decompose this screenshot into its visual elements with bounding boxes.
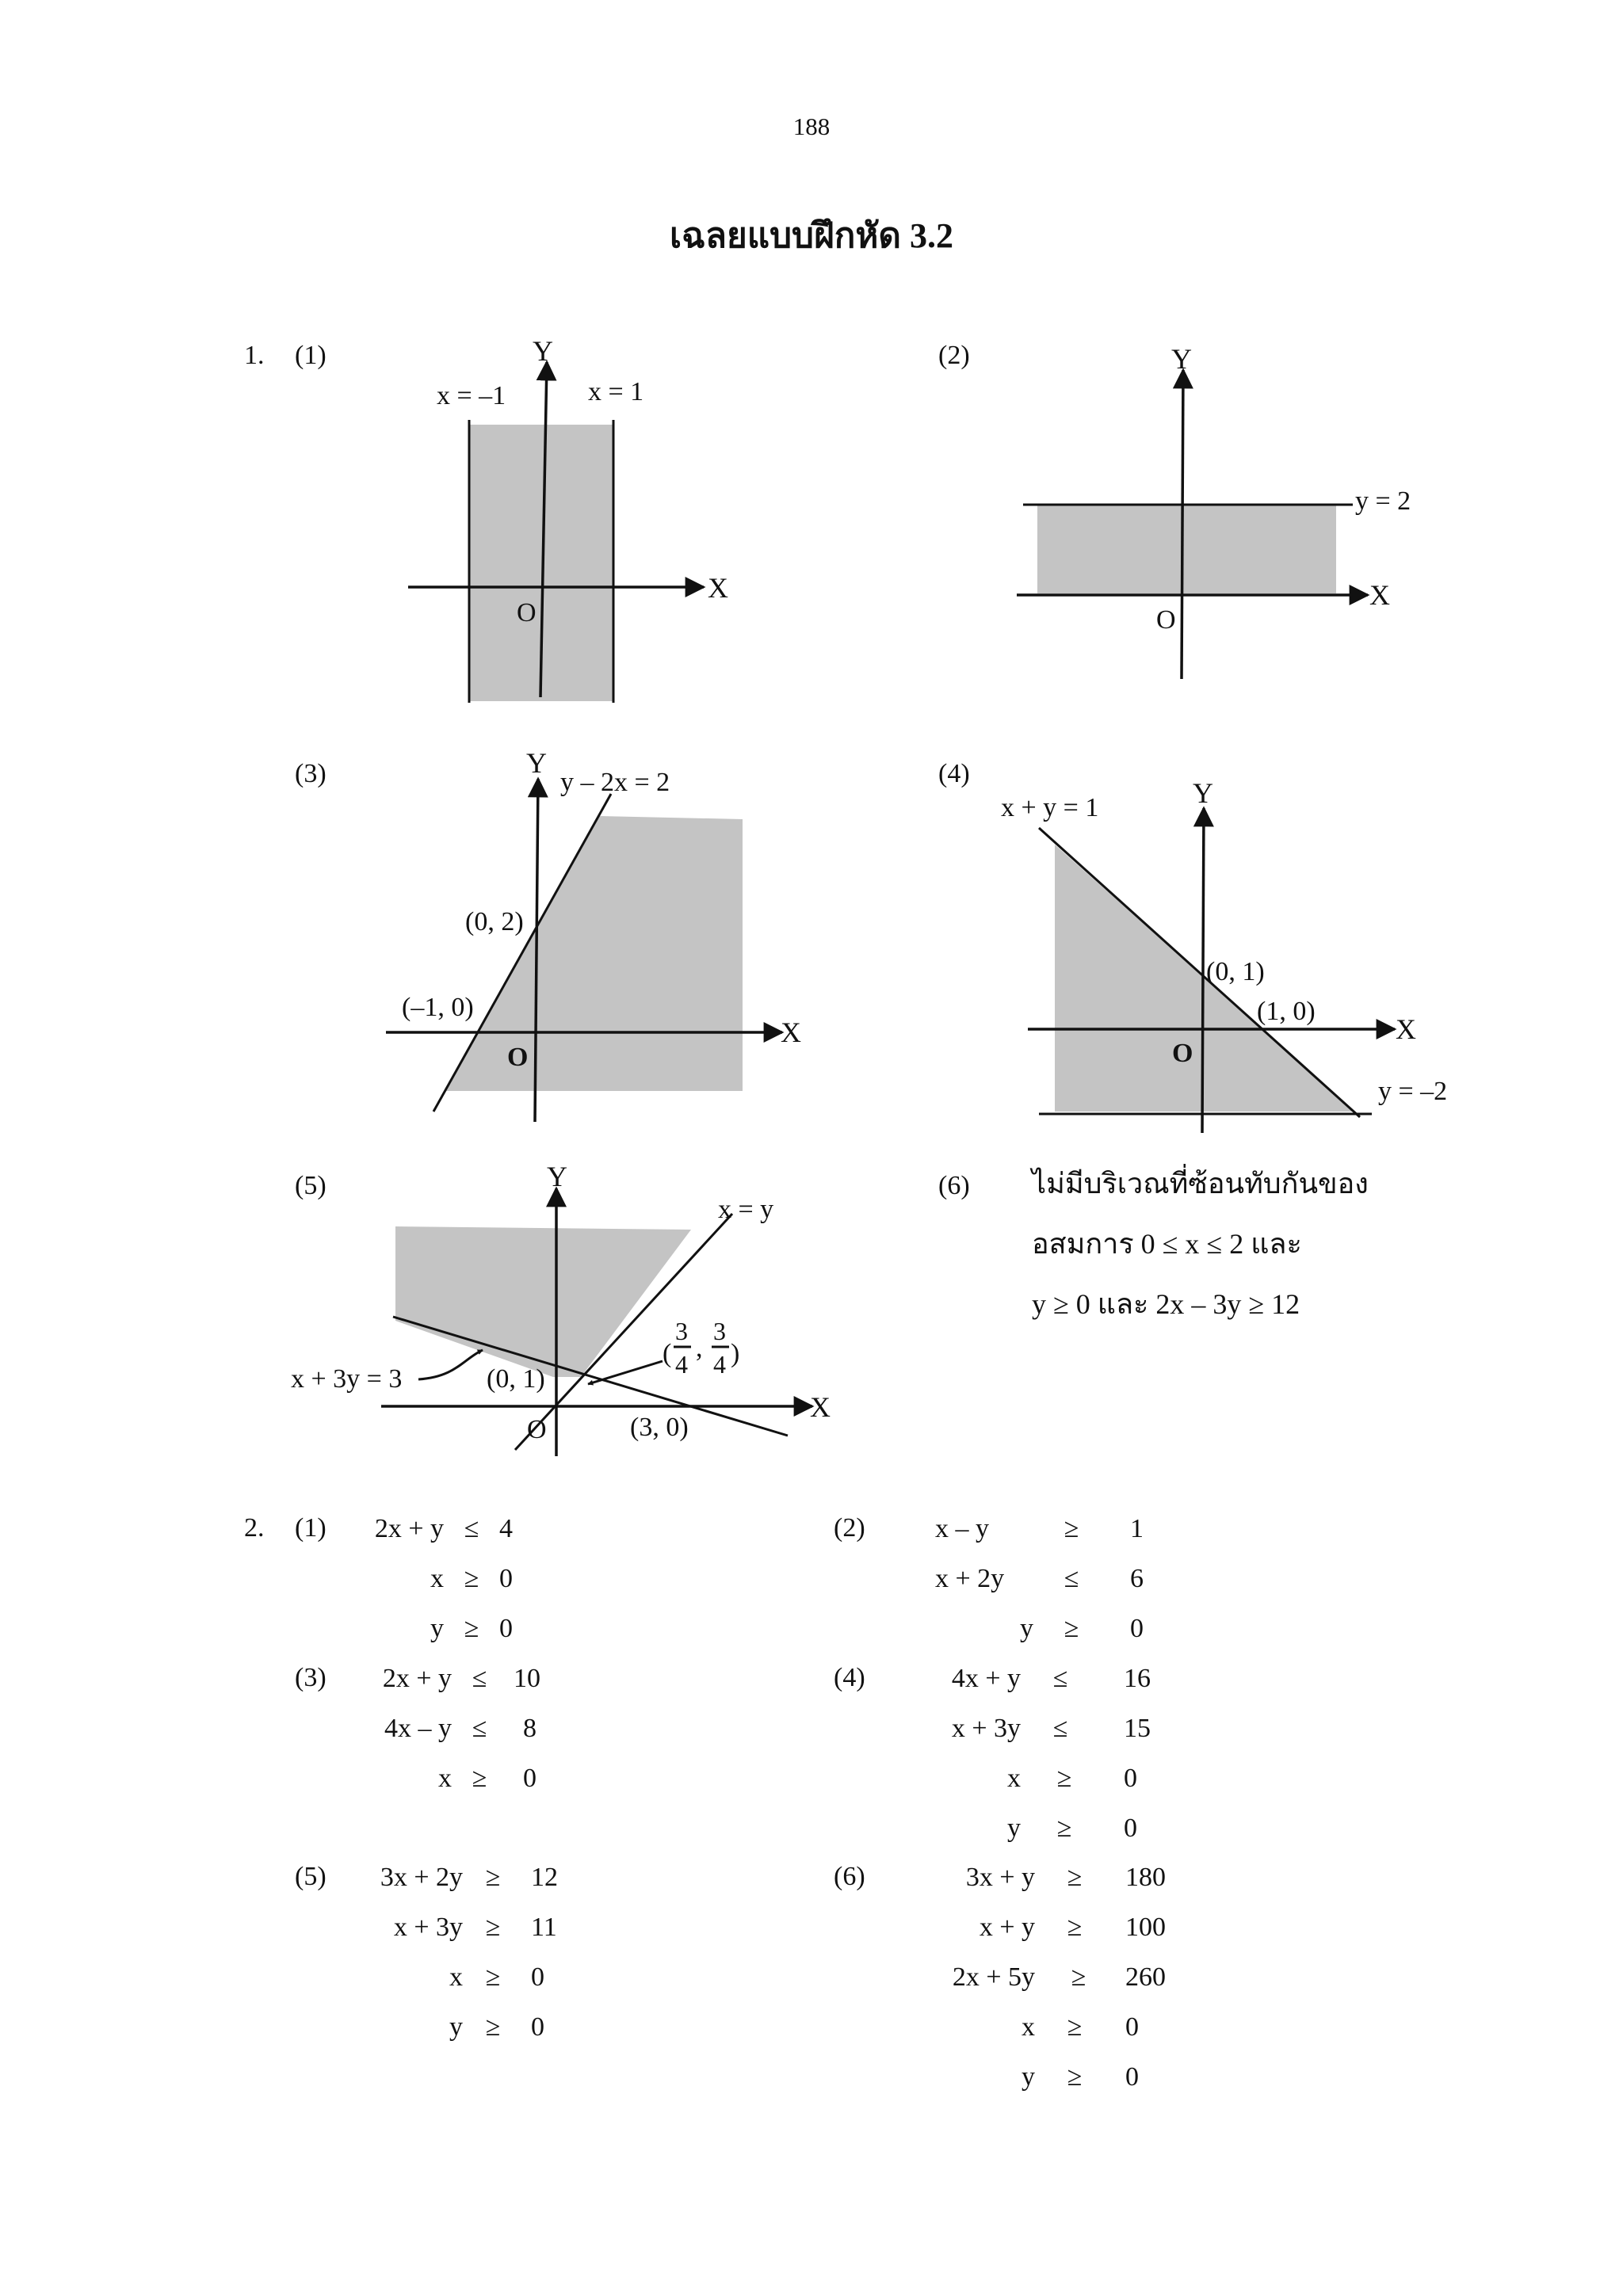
graph-1-origin-label: O	[517, 598, 537, 627]
graph-5-label: (5)	[295, 1171, 327, 1200]
system-6-label: (6)	[834, 1862, 865, 1891]
graph-1-label-x-neg1: x = –1	[437, 381, 506, 410]
graph-3-x-label: X	[781, 1016, 801, 1048]
system-3-row: 4x – y ≤ 8	[384, 1713, 537, 1743]
graph-4-point-x-intercept: (1, 0)	[1257, 997, 1316, 1026]
graph-2-y-label: Y	[1171, 343, 1192, 375]
graph-1-label-x-1: x = 1	[588, 377, 644, 406]
svg-text:3: 3	[675, 1317, 688, 1345]
graph-3-y-label: Y	[526, 747, 547, 779]
system-5-row: x ≥ 0	[449, 1962, 544, 1992]
system-1-row: x ≥ 0	[430, 1563, 513, 1593]
question-1-number: 1.	[244, 341, 265, 370]
graph-1-x-label: X	[708, 572, 728, 604]
graph-5-arrow-intersection	[588, 1361, 663, 1384]
graph-5-line2-label: x + 3y = 3	[291, 1364, 403, 1394]
system-4-row: 4x + y ≤ 16	[951, 1663, 1151, 1693]
svg-text:4: 4	[675, 1350, 688, 1379]
graph-5-x-label: X	[810, 1391, 831, 1423]
page-number: 188	[792, 113, 831, 140]
system-5-label: (5)	[295, 1862, 327, 1891]
graph-5-point-y-intercept: (0, 1)	[487, 1364, 545, 1394]
graph-4-x-label: X	[1396, 1013, 1416, 1045]
system-6-row: x ≥ 0	[1022, 2012, 1139, 2042]
graph-3-point-x-intercept: (–1, 0)	[402, 993, 474, 1022]
graph-5-intersection-label	[663, 1317, 739, 1379]
svg-text:): )	[731, 1339, 740, 1368]
graph-4-origin-label: O	[1172, 1039, 1193, 1068]
graph-2-x-label: X	[1369, 579, 1390, 611]
svg-text:3: 3	[713, 1317, 726, 1345]
system-6-row: y ≥ 0	[1022, 2061, 1139, 2092]
system-3-row: x ≥ 0	[438, 1763, 537, 1793]
graph-3-label: (3)	[295, 759, 327, 788]
system-5	[349, 1852, 558, 2052]
graph-5-y-label: Y	[547, 1161, 567, 1192]
system-6-row: 3x + y ≥ 180	[965, 1862, 1166, 1892]
graph-4-line-label: x + y = 1	[1001, 793, 1099, 822]
system-5-row: y ≥ 0	[449, 2012, 544, 2042]
graph-5-point-x-intercept: (3, 0)	[630, 1413, 689, 1442]
graph-2-label: (2)	[938, 341, 970, 370]
system-2-row: x + 2y ≤ 6	[935, 1563, 1144, 1593]
system-5-row: x + 3y ≥ 11	[393, 1912, 557, 1942]
system-6	[932, 1852, 1166, 2102]
system-1	[349, 1504, 513, 1653]
system-4-row: x + 3y ≤ 15	[951, 1713, 1151, 1743]
graph-4-line2-label: y = –2	[1378, 1077, 1448, 1106]
graph-5-origin-label: O	[527, 1415, 547, 1444]
system-4-row: x ≥ 0	[1007, 1763, 1137, 1793]
graph-4-point-y-intercept: (0, 1)	[1206, 957, 1265, 986]
system-3-row: 2x + y ≤ 10	[382, 1663, 540, 1693]
system-2-label: (2)	[834, 1513, 865, 1543]
graph-2-label-y-2: y = 2	[1355, 486, 1411, 516]
graph-5-line1-label: x = y	[718, 1195, 774, 1224]
system-3	[349, 1653, 540, 1803]
graph-3-point-y-intercept: (0, 2)	[465, 907, 524, 936]
system-1-row: 2x + y ≤ 4	[374, 1513, 513, 1543]
system-1-row: y ≥ 0	[430, 1613, 513, 1643]
item-6-line-3: y ≥ 0 และ 2x – 3y ≥ 12	[1032, 1288, 1300, 1320]
item-6-text	[1032, 1154, 1369, 1334]
item-6-line-1: ไม่มีบริเวณที่ซ้อนทับกันของ	[1032, 1168, 1369, 1199]
system-1-label: (1)	[295, 1513, 327, 1543]
item-6-label: (6)	[938, 1171, 970, 1200]
graph-4-y-label: Y	[1193, 777, 1213, 809]
page-title: เฉลยแบบฝึกหัด 3.2	[670, 216, 953, 255]
svg-text:4: 4	[713, 1350, 726, 1379]
svg-text:,: ,	[696, 1333, 703, 1363]
graph-4-label: (4)	[938, 759, 970, 788]
system-2-row: x – y ≥ 1	[935, 1513, 1144, 1543]
system-4-row: y ≥ 0	[1007, 1813, 1137, 1843]
graph-2-origin-label: O	[1156, 605, 1176, 635]
graph-3-line-label: y – 2x = 2	[560, 768, 670, 797]
graph-5-arrow-x-plus-3y	[418, 1350, 483, 1379]
svg-text:(: (	[663, 1339, 672, 1368]
system-4	[932, 1653, 1151, 1853]
question-2-number: 2.	[244, 1513, 265, 1543]
graph-3-origin-label: O	[507, 1043, 529, 1072]
system-2	[932, 1504, 1144, 1653]
item-6-line-2: อสมการ 0 ≤ x ≤ 2 และ	[1032, 1228, 1302, 1260]
graph-1-y-label: Y	[533, 335, 553, 367]
graph-5-shaded-region	[395, 1226, 691, 1377]
system-2-row: y ≥ 0	[1020, 1613, 1144, 1643]
graph-1-label: (1)	[295, 341, 327, 370]
system-6-row: 2x + 5y ≥ 260	[952, 1962, 1166, 1992]
system-6-row: x + y ≥ 100	[979, 1912, 1166, 1942]
system-4-label: (4)	[834, 1663, 865, 1692]
system-5-row: 3x + 2y ≥ 12	[380, 1862, 558, 1892]
system-3-label: (3)	[295, 1663, 327, 1692]
